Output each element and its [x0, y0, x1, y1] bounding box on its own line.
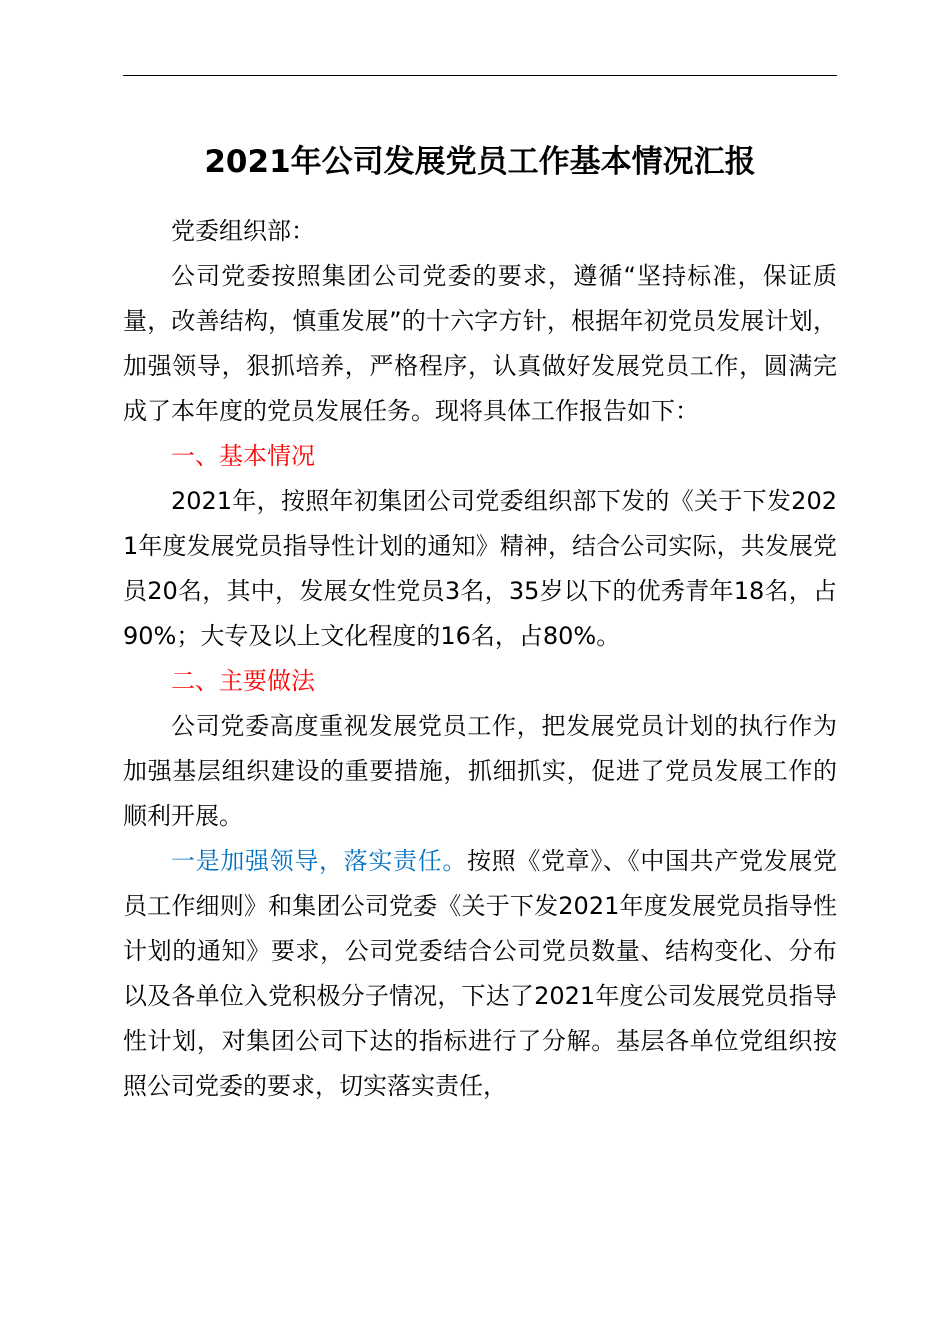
point-one-lead: 一是加强领导，落实责任。 [171, 847, 467, 875]
salutation: 党委组织部： [171, 217, 315, 245]
methods-paragraph: 公司党委高度重视发展党员工作，把发展党员计划的执行作为加强基层组织建设的重要措施，抓细抓实，促进了党员发展工作的顺利开展。 [123, 712, 837, 830]
section-heading-basic: 一、基本情况 [171, 442, 315, 470]
basic-situation-paragraph: 2021年，按照年初集团公司党委组织部下发的《关于下发2021年度发展党员指导性计划的通知》精神，结合公司实际，共发展党员20名，其中，发展女性党员3名，35岁以下的优秀青年18名，占90%；大专及以上文化程度的16名，占80%。 [123, 487, 837, 650]
header-rule [123, 75, 837, 76]
point-one-paragraph [123, 839, 837, 1109]
intro-paragraph: 公司党委按照集团公司党委的要求，遵循“坚持标准，保证质量，改善结构，慎重发展”的十六字方针，根据年初党员发展计划，加强领导，狠抓培养，严格程序，认真做好发展党员工作，圆满完成了本年度的党员发展任务。现将具体工作报告如下： [123, 262, 837, 425]
point-one-text: 按照《党章》、《中国共产党发展党员工作细则》和集团公司党委《关于下发2021年度发展党员指导性计划的通知》要求，公司党委结合公司党员数量、结构变化、分布以及各单位入党积极分子情况，下达了2021年度公司发展党员指导性计划，对集团公司下达的指标进行了分解。基层各单位党组织按照公司党委的要求，切实落实责任， [123, 847, 837, 1100]
page-title: 2021年公司发展党员工作基本情况汇报 [204, 144, 756, 180]
section-heading-methods: 二、主要做法 [171, 667, 315, 695]
document-body [123, 209, 837, 1109]
